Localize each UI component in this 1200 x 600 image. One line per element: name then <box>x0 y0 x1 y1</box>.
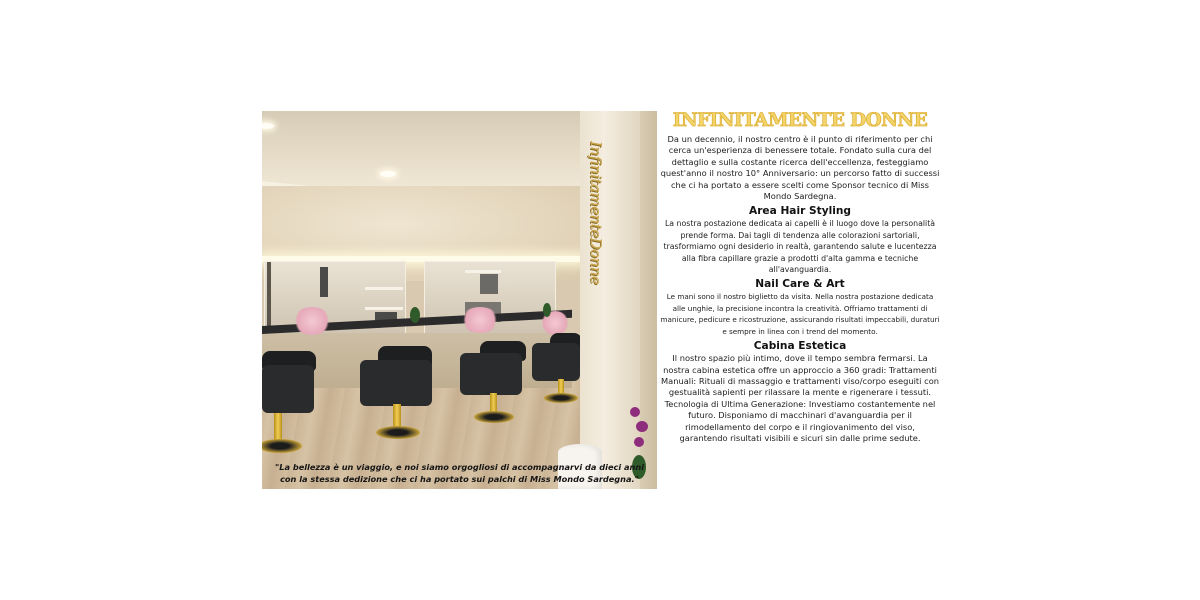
photo-ceiling <box>262 111 592 186</box>
orchid-icon <box>630 407 640 417</box>
flower-bouquet-icon <box>460 307 500 333</box>
plant-icon <box>543 303 551 317</box>
photo-right-edge <box>640 111 657 489</box>
section-body-hair: La nostra postazione dedicata ai capelli è il luogo dove la personalità prende forma. Dai tagli di tendenza alle colorazioni sartoriali, trasformiamo ogni desiderio in realtà, garantendo salute e lucentezza alla fibra capillare grazie a prodotti d'alta gamma e tecniche all'avanguardia. <box>663 219 937 275</box>
section-body-nails: Le mani sono il nostro biglietto da visita. Nella nostra postazione dedicata alle unghie, la precisione incontra la creatività. Offriamo trattamenti di manicure, pedicure e ricostruzione, assicurando risultati impeccabili, duraturi e sempre in linea con i trend del momento. <box>660 292 940 336</box>
page-title: INFINITAMENTE DONNE <box>672 110 928 131</box>
content-column <box>660 111 940 444</box>
section-title-hair: Area Hair Styling <box>749 205 851 218</box>
salon-photo <box>262 111 657 489</box>
section-body-beauty-technology: Tecnologia di Ultima Generazione: Investiamo costantemente nel futuro. Disponiamo di macchinari d'avanguardia per il rimodellamento del corpo e il ringiovanimento del viso, garantendo risultati visibili e sicuri sin dalle prime sedute. <box>664 398 936 443</box>
intro-paragraph: Da un decennio, il nostro centro è il punto di riferimento per chi cerca un'esperienza di benessere totale. Fondato sulla cura del dettaglio e sulla costante ricerca dell'eccellenza, festeggiamo quest'anno il nostro 10° Anniversario: un percorso fatto di successi che ci ha portato a essere scelti come Sponsor tecnico di Miss Mondo Sardegna. <box>660 134 940 202</box>
ceiling-light-icon <box>380 171 396 177</box>
section-body-beauty-cabin: Il nostro spazio più intimo, dove il tempo sembra fermarsi. La nostra cabina estetica offre un approccio a 360 gradi: Trattamenti Manuali: Rituali di massaggio e trattamenti viso/corpo eseguiti con gestualità sapienti per rilassare la mente e rigenerare i tessuti. <box>660 353 940 398</box>
section-title-beauty-cabin: Cabina Estetica <box>753 340 847 353</box>
orchid-icon <box>636 421 648 432</box>
flower-bouquet-icon <box>292 307 332 335</box>
photo-quote: "La bellezza è un viaggio, e noi siamo orgogliosi di accompagnarvi da dieci anni con la stessa dedizione che ci ha portato sui palchi di Miss Mondo Sardegna." <box>274 462 645 484</box>
plant-icon <box>410 307 420 323</box>
section-title-nails: Nail Care & Art <box>755 278 845 291</box>
pillar-sign: InfinitamenteDonne <box>587 141 605 285</box>
orchid-icon <box>634 437 644 447</box>
